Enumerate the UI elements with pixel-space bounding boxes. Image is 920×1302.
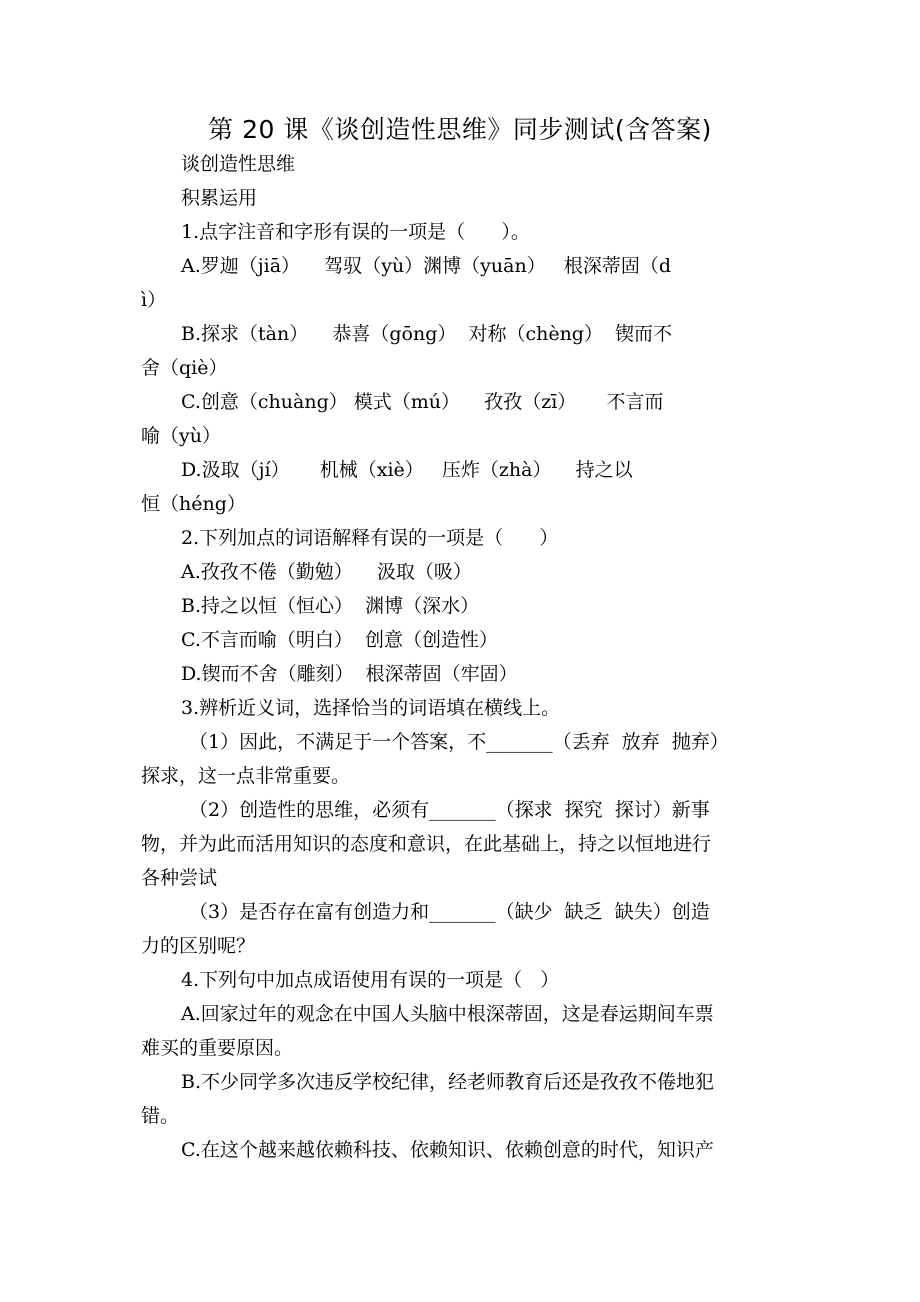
text-line: A.回家过年的观念在中国人头脑中根深蒂固，这是春运期间车票 xyxy=(181,1003,714,1025)
text-line: 各种尝试 xyxy=(141,867,218,889)
text-line: 喻（yù） xyxy=(141,425,221,447)
text-line: 舍（qiè） xyxy=(141,357,228,379)
text-line: D.汲取（jí） 机械（xiè） 压炸（zhà） 持之以 xyxy=(181,459,633,481)
text-line: A.孜孜不倦（勤勉） 汲取（吸） xyxy=(181,561,472,583)
text-line: 谈创造性思维 xyxy=(181,153,296,175)
text-line: ì） xyxy=(141,289,167,311)
text-line: B.持之以恒（恒心） 渊博（深水） xyxy=(181,595,480,617)
text-line: 3.辨析近义词，选择恰当的词语填在横线上。 xyxy=(181,697,561,719)
text-line: 物，并为此而活用知识的态度和意识，在此基础上，持之以恒地进行 xyxy=(141,833,712,855)
text-line: 1.点字注音和字形有误的一项是（ ）。 xyxy=(181,221,530,243)
text-line: 错。 xyxy=(141,1105,180,1127)
text-line: C.创意（chuàng） 模式（mú） 孜孜（zī） 不言而 xyxy=(181,391,664,413)
text-line: C.在这个越来越依赖科技、依赖知识、依赖创意的时代，知识产 xyxy=(181,1139,714,1161)
text-line: B.探求（tàn） 恭喜（gōng） 对称（chèng） 锲而不 xyxy=(181,323,673,345)
text-line: 积累运用 xyxy=(181,187,258,209)
text-line: B.不少同学多次违反学校纪律，经老师教育后还是孜孜不倦地犯 xyxy=(181,1071,715,1093)
text-line: 难买的重要原因。 xyxy=(141,1037,294,1059)
text-line: （1）因此，不满足于一个答案，不_______（丢弃 放弃 抛弃） xyxy=(189,731,729,753)
document-body xyxy=(141,147,781,1167)
text-line: 力的区别呢？ xyxy=(141,935,256,957)
text-line: D.锲而不舍（雕刻） 根深蒂固（牢固） xyxy=(181,663,518,685)
text-line: 恒（héng） xyxy=(141,493,246,515)
text-line: （2）创造性的思维，必须有_______（探求 探究 探讨）新事 xyxy=(189,799,710,821)
text-line: C.不言而喻（明白） 创意（创造性） xyxy=(181,629,498,651)
text-line: （3）是否存在富有创造力和_______（缺少 缺乏 缺失）创造 xyxy=(189,901,710,923)
text-line: 4.下列句中加点成语使用有误的一项是（ ） xyxy=(181,969,560,991)
text-line: 2.下列加点的词语解释有误的一项是（ ） xyxy=(181,527,559,549)
text-line: A.罗迦（jiā） 驾驭（yù）渊博（yuān） 根深蒂固（d xyxy=(181,255,672,277)
text-line: 探求，这一点非常重要。 xyxy=(141,765,351,787)
document-title: 第 20 课《谈创造性思维》同步测试(含答案) xyxy=(208,115,712,144)
